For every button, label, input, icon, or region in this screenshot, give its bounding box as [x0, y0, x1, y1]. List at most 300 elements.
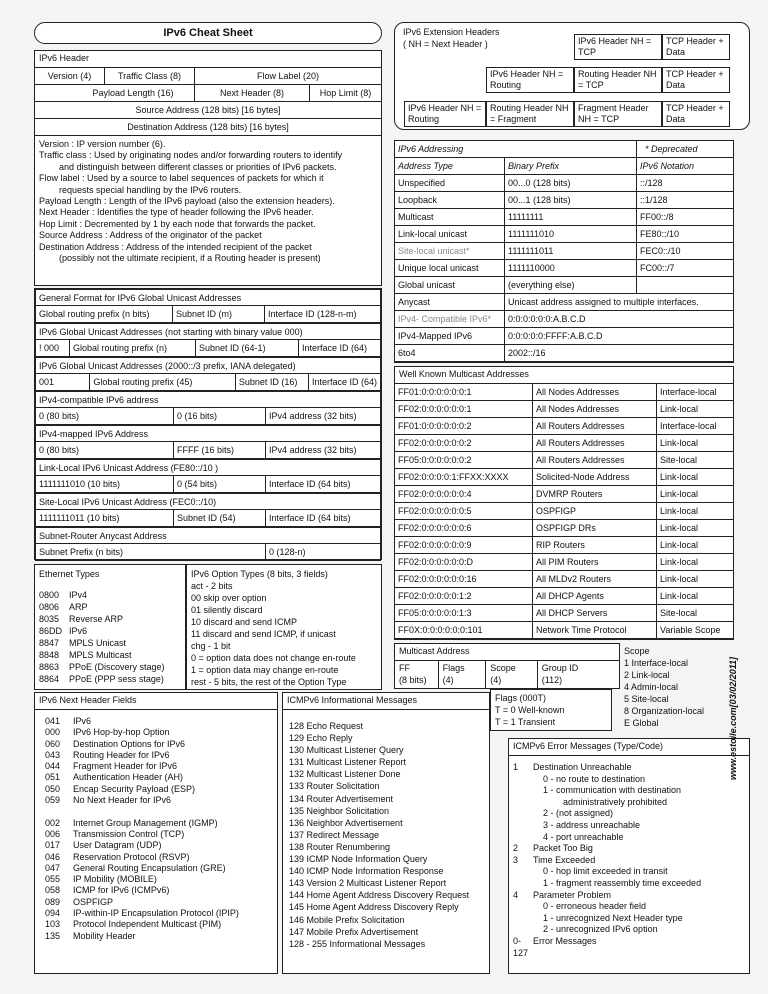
next-header-number: 006: [45, 828, 61, 839]
ethernet-type-name: IPv4: [69, 590, 88, 600]
field-name: FF: [399, 663, 410, 673]
description-line: Flow label : Used by a source to label sequences of packets for which it: [39, 173, 324, 184]
multicast-cell: All DHCP Agents: [533, 588, 657, 605]
addressing-cell: 0:0:0:0:0:0:A.B.C.D: [505, 311, 734, 328]
multicast-cell: Interface-local: [657, 384, 734, 401]
icmp-error-text: 3 - address unreachable: [543, 819, 641, 830]
next-header-row: [39, 852, 273, 863]
description-line: Next Header : Identifies the type of header following the IPv6 header.: [39, 207, 314, 218]
icmp-error-row: [513, 820, 745, 832]
next-header-number: 058: [45, 885, 61, 896]
field-payload-length: Payload Length (16): [35, 85, 195, 102]
multicast-cell: DVMRP Routers: [533, 486, 657, 503]
icmp-error-row: [513, 866, 745, 878]
section-global-unicast-2000: IPv6 Global Unicast Addresses (2000::/3 prefix, IANA delegated): [35, 357, 381, 374]
description-line: Source Address : Address of the originator of the packet: [39, 230, 262, 241]
description-line: Version : IP version number (6).: [39, 139, 166, 149]
next-header-fields-panel: [34, 692, 278, 974]
multicast-format-field: [538, 661, 619, 689]
icmp-error-type: 3: [513, 854, 519, 865]
multicast-cell: OSPFIGP: [533, 503, 657, 520]
option-type-line: 10 discard and send ICMP: [191, 617, 298, 627]
icmp-error-text: 2 - unrecognized IPv6 option: [543, 924, 658, 935]
multicast-cell: FF02:0:0:0:0:0:0:4: [395, 486, 533, 503]
addressing-cell: (everything else): [505, 277, 637, 294]
addressing-cell: 1111110000: [505, 260, 637, 277]
icmp-error-type: 2: [513, 843, 519, 854]
next-header-name: IPv6 Hop-by-hop Option: [73, 727, 170, 738]
cell: IPv4 address (32 bits): [266, 408, 381, 425]
next-header-row: [39, 727, 273, 738]
next-header-name: Reservation Protocol (RSVP): [73, 851, 190, 862]
multicast-cell: Link-local: [657, 401, 734, 418]
ext-cell: IPv6 Header NH = TCP: [574, 34, 662, 60]
ethernet-type-name: PPoE (PPP sess stage): [69, 674, 164, 684]
icmp-error-row: [513, 901, 745, 913]
next-header-name: Encap Security Payload (ESP): [73, 783, 196, 794]
flags-panel: [490, 689, 612, 731]
icmp-error-text: 0 - no route to destination: [543, 773, 646, 784]
multicast-cell: RIP Routers: [533, 537, 657, 554]
field-next-header: Next Header (8): [195, 85, 310, 102]
next-header-row: [39, 795, 273, 806]
description-line: requests special handling by the IPv6 routers.: [59, 184, 242, 195]
ethernet-type-code: 8847: [39, 638, 60, 648]
ethernet-type-code: 8863: [39, 662, 60, 672]
cell: Interface ID (128-n-m): [265, 306, 381, 323]
next-header-name: Internet Group Management (IGMP): [73, 817, 218, 828]
icmp-error-type: [513, 785, 533, 797]
description-line: (possibly not the ultimate recipient, if a Routing header is present): [59, 253, 321, 264]
cell: Interface ID (64): [299, 340, 381, 357]
field-size: (4): [490, 675, 502, 685]
next-header-number: 041: [45, 716, 61, 726]
icmp-error-type: 1: [513, 762, 519, 772]
field-name: Flags: [442, 663, 465, 673]
multicast-cell: FF02:0:0:0:0:0:0:16: [395, 571, 533, 588]
ethernet-type-name: MPLS Multicast: [69, 650, 132, 660]
next-header-row: [39, 806, 273, 817]
field-destination-address: Destination Address (128 bits) [16 bytes]: [35, 119, 382, 136]
cell: Subnet Prefix (n bits): [36, 544, 266, 561]
addressing-title: IPv6 Addressing: [395, 141, 637, 158]
icmp-error-row: [513, 913, 745, 925]
multicast-cell: Link-local: [657, 469, 734, 486]
icmp-error-row: [513, 855, 745, 867]
section-subnet-router-anycast: Subnet-Router Anycast Address: [35, 527, 381, 544]
next-header-name: Fragment Header for IPv6: [73, 761, 178, 772]
icmp-error-type: [513, 774, 533, 786]
ipv6-header-description: [35, 136, 381, 267]
cell: 1111111011 (10 bits): [36, 510, 174, 527]
ipv6-addressing-panel: [394, 140, 734, 363]
field-hop-limit: Hop Limit (8): [310, 85, 382, 102]
icmp-info-line: 128 - 255 Informational Messages: [289, 938, 426, 949]
ethernet-type-row: [39, 589, 181, 601]
option-type-line: IPv6 Option Types (8 bits, 3 fields): [191, 569, 328, 579]
multicast-cell: All Routers Addresses: [533, 452, 657, 469]
icmp-error-type: [513, 808, 533, 820]
icmp-error-text: Parameter Problem: [533, 889, 612, 900]
icmp-error-row: [513, 890, 745, 902]
ipv6-addressing-table: [394, 140, 734, 362]
multicast-cell: Link-local: [657, 588, 734, 605]
next-header-row: [39, 818, 273, 829]
multicast-cell: All Routers Addresses: [533, 418, 657, 435]
next-header-row: [39, 885, 273, 896]
extension-headers-title: IPv6 Extension Headers: [403, 27, 500, 37]
next-header-number: 055: [45, 874, 61, 885]
icmp-info-line: 128 Echo Request: [289, 721, 364, 731]
field-size: (112): [541, 675, 563, 685]
ext-cell: Routing Header NH = Fragment: [486, 101, 574, 127]
multicast-cell: Link-local: [657, 503, 734, 520]
multicast-cell: Interface-local: [657, 418, 734, 435]
icmp-error-type: [513, 924, 533, 936]
scope-line: 8 Organization-local: [624, 706, 705, 716]
scope-line: 4 Admin-local: [624, 682, 679, 692]
ethernet-type-name: PPoE (Discovery stage): [69, 662, 165, 672]
description-line: Payload Length : Length of the IPv6 payload (also the extension headers).: [39, 196, 335, 207]
addressing-cell: 00...1 (128 bits): [505, 192, 637, 209]
option-type-line: 00 skip over option: [191, 593, 267, 603]
next-header-number: 043: [45, 749, 61, 760]
addressing-cell: 2002::/16: [505, 345, 734, 362]
next-header-number: 050: [45, 783, 61, 794]
multicast-cell: Link-local: [657, 520, 734, 537]
next-header-fields-list: [35, 710, 277, 942]
addressing-cell: Unicast address assigned to multiple interfaces.: [505, 294, 734, 311]
icmpv6-error-title: ICMPv6 Error Messages (Type/Code): [509, 739, 749, 756]
cell: FFFF (16 bits): [174, 442, 266, 459]
cell: Interface ID (64 bits): [266, 510, 381, 527]
field-source-address: Source Address (128 bits) [16 bytes]: [35, 102, 382, 119]
addressing-cell: 11111111: [505, 209, 637, 226]
ethernet-type-name: MPLS Unicast: [69, 638, 127, 648]
icmp-info-line: 144 Home Agent Address Discovery Request: [289, 890, 470, 901]
section-general-format: General Format for IPv6 Global Unicast Addresses: [35, 289, 381, 306]
ethernet-types-panel: [34, 564, 186, 690]
icmp-info-line: 147 Mobile Prefix Advertisement: [289, 926, 419, 937]
icmp-error-type: [513, 797, 533, 809]
next-header-name: Destination Options for IPv6: [73, 738, 186, 749]
cell: Global routing prefix (n): [70, 340, 196, 357]
next-header-number: 089: [45, 896, 61, 907]
deprecated-note: * Deprecated: [637, 141, 734, 158]
multicast-cell: FF02:0:0:0:0:0:1:2: [395, 588, 533, 605]
ethernet-type-row: [39, 601, 181, 613]
ethernet-types-list: [39, 589, 181, 685]
next-header-number: 059: [45, 795, 61, 806]
ext-cell: IPv6 Header NH = Routing: [486, 67, 574, 93]
icmp-error-type: [513, 901, 533, 913]
scope-line: E Global: [624, 718, 659, 728]
addressing-cell: FEC0::/10: [637, 243, 734, 260]
next-header-number: [39, 806, 73, 817]
multicast-cell: FF02:0:0:0:0:0:0:9: [395, 537, 533, 554]
unicast-formats-panel: [34, 288, 382, 560]
multicast-cell: Site-local: [657, 605, 734, 622]
next-header-name: User Datagram (UDP): [73, 840, 162, 851]
next-header-number: 046: [45, 851, 61, 862]
multicast-addresses-title: Well Known Multicast Addresses: [395, 367, 733, 384]
multicast-format-field: [486, 661, 538, 689]
cell: Subnet ID (64-1): [196, 340, 299, 357]
cell: Global routing prefix (n bits): [36, 306, 173, 323]
ethernet-type-name: Reverse ARP: [69, 614, 124, 624]
page-title: IPv6 Cheat Sheet: [34, 22, 382, 44]
addressing-column-header: IPv6 Notation: [637, 158, 734, 175]
multicast-cell: FF01:0:0:0:0:0:0:2: [395, 418, 533, 435]
description-line: Hop Limit : Decremented by 1 by each node that forwards the packet.: [39, 218, 316, 229]
cell: 0 (128-n): [266, 544, 381, 561]
ipv6-header-panel: [34, 50, 382, 286]
icmpv6-error-panel: [508, 738, 750, 974]
next-header-number: 044: [45, 761, 61, 772]
description-line: Destination Address : Address of the intended recipient of the packet: [39, 241, 312, 252]
icmp-error-type: 0-127: [513, 935, 529, 958]
addressing-cell: Anycast: [395, 294, 505, 311]
ethernet-type-code: 86DD: [39, 626, 63, 636]
addressing-cell: IPv4- Compatible IPv6*: [395, 311, 505, 328]
field-name: Group ID: [541, 663, 579, 673]
multicast-cell: Link-local: [657, 435, 734, 452]
addressing-cell: Unspecified: [395, 175, 505, 192]
ethernet-type-code: 0806: [39, 602, 60, 612]
addressing-cell: 0:0:0:0:0:FFFF:A.B.C.D: [505, 328, 734, 345]
ethernet-type-code: 8864: [39, 674, 60, 684]
icmp-error-type: [513, 820, 533, 832]
next-header-name: ICMP for IPv6 (ICMPv6): [73, 885, 170, 896]
multicast-cell: FF02:0:0:0:0:0:0:6: [395, 520, 533, 537]
option-type-line: 01 silently discard: [191, 605, 263, 615]
icmp-error-type: [513, 878, 533, 890]
next-header-row: [39, 840, 273, 851]
next-header-name: OSPFIGP: [73, 896, 114, 907]
option-types-panel: [186, 564, 382, 690]
next-header-name: Transmission Control (TCP): [73, 828, 185, 839]
cell: 0 (16 bits): [174, 408, 266, 425]
icmp-info-line: 138 Router Renumbering: [289, 841, 391, 852]
addressing-cell: Link-local unicast: [395, 226, 505, 243]
icmp-info-line: 146 Mobile Prefix Solicitation: [289, 914, 405, 925]
icmp-info-line: 135 Neighbor Solicitation: [289, 805, 390, 816]
multicast-cell: FF02:0:0:0:0:0:0:2: [395, 435, 533, 452]
next-header-number: 000: [45, 727, 61, 738]
multicast-format-field: [395, 661, 439, 689]
icmp-info-line: 143 Version 2 Multicast Listener Report: [289, 878, 447, 889]
next-header-row: [39, 931, 273, 942]
next-header-name: Authentication Header (AH): [73, 772, 184, 783]
multicast-format-field: [439, 661, 487, 689]
icmp-info-line: 131 Multicast Listener Report: [289, 757, 407, 768]
option-type-line: 0 = option data does not change en-route: [191, 653, 356, 663]
multicast-cell: Solicited-Node Address: [533, 469, 657, 486]
next-header-row: [39, 772, 273, 783]
option-types-list: [191, 568, 377, 688]
next-header-number: 060: [45, 738, 61, 749]
addressing-cell: 1111111011: [505, 243, 637, 260]
next-header-name: IP-within-IP Encapsulation Protocol (IPIP): [73, 908, 239, 919]
icmp-error-row: [513, 936, 745, 959]
next-header-number: 047: [45, 862, 61, 873]
icmpv6-informational-panel: [282, 692, 490, 974]
next-header-name: IP Mobility (MOBILE): [73, 874, 157, 885]
section-link-local: Link-Local IPv6 Unicast Address (FE80::/10 ): [35, 459, 381, 476]
option-type-line: 1 = option data may change en-route: [191, 665, 339, 675]
ext-cell: TCP Header + Data: [662, 67, 730, 93]
next-header-row: [39, 739, 273, 750]
icmp-error-text: Packet Too Big: [533, 843, 593, 854]
section-global-unicast-not-000: IPv6 Global Unicast Addresses (not starting with binary value 000): [35, 323, 381, 340]
next-header-name: No Next Header for IPv6: [73, 795, 172, 806]
ext-cell: IPv6 Header NH = Routing: [404, 101, 486, 127]
icmpv6-error-list: [509, 756, 749, 959]
addressing-cell: FF00::/8: [637, 209, 734, 226]
multicast-cell: Variable Scope: [657, 622, 734, 639]
addressing-cell: Loopback: [395, 192, 505, 209]
ethernet-type-row: [39, 637, 181, 649]
icmp-error-row: [513, 797, 745, 809]
multicast-cell: FF0X:0:0:0:0:0:0:101: [395, 622, 533, 639]
cell: Subnet ID (m): [173, 306, 265, 323]
multicast-format-panel: [394, 643, 620, 689]
icmp-info-line: 130 Multicast Listener Query: [289, 745, 404, 756]
option-type-line: rest - 5 bits, the rest of the Option Type: [191, 677, 347, 687]
flags-line: Flags (000T): [495, 693, 547, 703]
multicast-cell: All Routers Addresses: [533, 435, 657, 452]
ethernet-type-name: IPv6: [69, 626, 88, 636]
addressing-cell: 00...0 (128 bits): [505, 175, 637, 192]
next-header-row: [39, 761, 273, 772]
multicast-cell: FF05:0:0:0:0:0:0:2: [395, 452, 533, 469]
addressing-cell: Global unicast: [395, 277, 505, 294]
addressing-cell: ::1/128: [637, 192, 734, 209]
icmp-error-row: [513, 843, 745, 855]
field-name: Scope: [490, 663, 516, 673]
addressing-column-header: Address Type: [395, 158, 505, 175]
addressing-cell: 1111111010: [505, 226, 637, 243]
cell: Interface ID (64): [308, 374, 380, 391]
icmp-error-text: 2 - (not assigned): [543, 808, 614, 819]
next-header-row: [39, 784, 273, 795]
next-header-row: [39, 908, 273, 919]
cell: 0 (80 bits): [36, 442, 174, 459]
flags-line: T = 1 Transient: [495, 717, 556, 727]
multicast-cell: Link-local: [657, 486, 734, 503]
section-ipv4-mapped: IPv4-mapped IPv6 Address: [35, 425, 381, 442]
icmp-info-line: 140 ICMP Node Information Response: [289, 866, 444, 877]
scope-panel: [620, 643, 734, 736]
ethernet-type-row: [39, 625, 181, 637]
field-size: (4): [442, 675, 454, 685]
next-header-number: 051: [45, 772, 61, 783]
next-header-number: 017: [45, 840, 61, 851]
addressing-column-header: Binary Prefix: [505, 158, 637, 175]
field-size: (8 bits): [399, 675, 427, 685]
field-version: Version (4): [35, 68, 105, 85]
icmp-error-text: Destination Unreachable: [533, 762, 632, 772]
addressing-cell: 6to4: [395, 345, 505, 362]
description-line: Traffic class : Used by originating nodes and/or forwarding routers to identify: [39, 150, 343, 161]
next-header-row: [39, 750, 273, 761]
icmp-error-text: 0 - hop limit exceeded in transit: [543, 866, 668, 877]
icmp-error-row: [513, 878, 745, 890]
icmp-info-line: 139 ICMP Node Information Query: [289, 854, 428, 865]
option-type-line: chg - 1 bit: [191, 641, 231, 651]
cell: Subnet ID (54): [174, 510, 266, 527]
next-header-number: 135: [45, 930, 61, 941]
icmp-error-row: [513, 774, 745, 786]
cell: Subnet ID (16): [235, 374, 308, 391]
multicast-cell: All DHCP Servers: [533, 605, 657, 622]
multicast-cell: All PIM Routers: [533, 554, 657, 571]
icmp-error-row: [513, 832, 745, 844]
multicast-cell: Site-local: [657, 452, 734, 469]
icmp-info-line: 145 Home Agent Address Discovery Reply: [289, 902, 459, 913]
multicast-cell: Link-local: [657, 571, 734, 588]
icmp-error-text: administratively prohibited: [563, 796, 668, 807]
icmp-error-type: 4: [513, 889, 519, 900]
scope-line: 5 Site-local: [624, 694, 669, 704]
next-header-row: [39, 863, 273, 874]
icmp-error-text: Time Exceeded: [533, 854, 596, 865]
ethernet-type-row: [39, 649, 181, 661]
multicast-cell: All Nodes Addresses: [533, 401, 657, 418]
ext-cell: TCP Header + Data: [662, 34, 730, 60]
section-site-local: Site-Local IPv6 Unicast Address (FEC0::/10): [35, 493, 381, 510]
icmp-info-line: 136 Neighbor Advertisement: [289, 817, 403, 828]
ethernet-type-name: ARP: [69, 602, 88, 612]
icmp-error-text: 1 - fragment reassembly time exceeded: [543, 877, 702, 888]
icmp-info-line: 134 Router Advertisement: [289, 793, 394, 804]
ethernet-type-code: 8035: [39, 614, 60, 624]
ethernet-type-code: 8848: [39, 650, 60, 660]
multicast-cell: All Nodes Addresses: [533, 384, 657, 401]
icmp-error-text: 4 - port unreachable: [543, 831, 624, 842]
addressing-cell: Site-local unicast*: [395, 243, 505, 260]
multicast-format-fields: [395, 661, 619, 689]
scope-line: Scope: [624, 646, 650, 656]
next-header-name: Mobility Header: [73, 930, 136, 941]
icmp-info-line: 133 Router Solicitation: [289, 781, 380, 792]
icmp-error-row: [513, 924, 745, 936]
multicast-addresses-table: [394, 383, 734, 639]
next-header-name: Protocol Independent Multicast (PIM): [73, 919, 222, 930]
addressing-cell: ::/128: [637, 175, 734, 192]
addressing-cell: [637, 277, 734, 294]
icmp-error-text: 0 - erroneous header field: [543, 901, 647, 912]
multicast-cell: Link-local: [657, 554, 734, 571]
option-type-line: 11 discard and send ICMP, if unicast: [191, 629, 336, 639]
cell: 1111111010 (10 bits): [36, 476, 174, 493]
multicast-cell: OSPFIGP DRs: [533, 520, 657, 537]
extension-headers-subtitle: ( NH = Next Header ): [403, 39, 488, 49]
multicast-cell: Network Time Protocol: [533, 622, 657, 639]
ipv6-header-table: [34, 67, 382, 136]
multicast-cell: FF02:0:0:0:0:0:0:1: [395, 401, 533, 418]
scope-line: 2 Link-local: [624, 670, 670, 680]
icmp-info-line: 137 Redirect Message: [289, 829, 380, 840]
multicast-cell: All MLDv2 Routers: [533, 571, 657, 588]
ext-cell: Fragment Header NH = TCP: [574, 101, 662, 127]
ethernet-type-row: [39, 613, 181, 625]
addressing-cell: Unique local unicast: [395, 260, 505, 277]
ext-cell: Routing Header NH = TCP: [574, 67, 662, 93]
icmp-error-row: [513, 785, 745, 797]
multicast-cell: FF01:0:0:0:0:0:0:1: [395, 384, 533, 401]
next-header-row: [39, 716, 273, 727]
